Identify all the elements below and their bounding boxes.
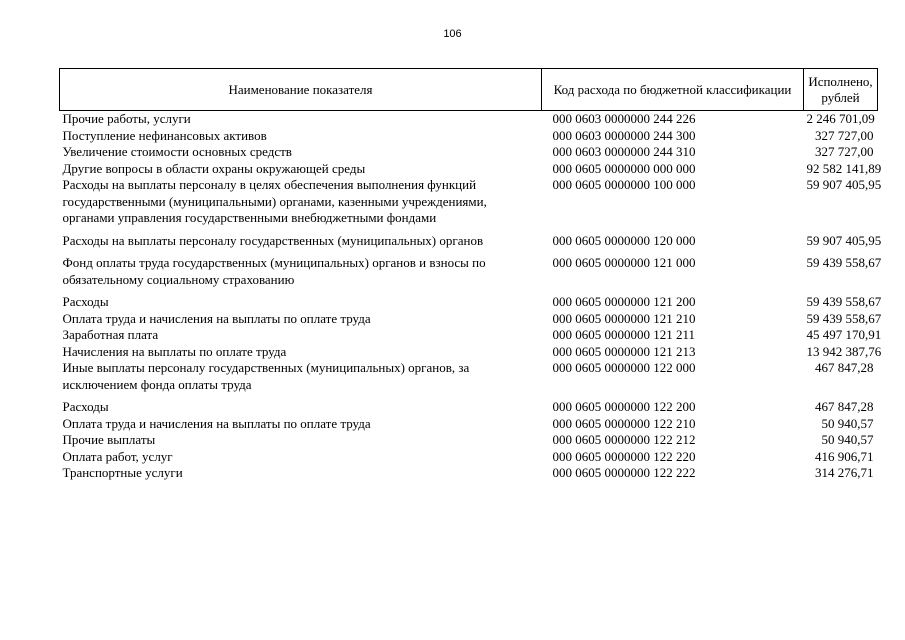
cell-code: 000 0605 0000000 122 200: [552, 399, 696, 414]
table-row: [60, 294, 878, 311]
cell-name: Оплата труда и начисления на выплаты по оплате труда: [62, 415, 371, 431]
table-row: [60, 233, 878, 256]
cell-code: 000 0605 0000000 121 200: [552, 294, 696, 309]
table-row: [60, 161, 878, 178]
cell-value: 327 727,00: [815, 127, 874, 143]
cell-code: 000 0605 0000000 000 000: [552, 160, 696, 176]
cell-value: 50 940,57: [821, 432, 874, 447]
header-indicator-name: Наименование показателя: [60, 69, 542, 111]
cell-name: Заработная плата: [62, 327, 159, 342]
table-row: [60, 465, 878, 482]
page-number: 106: [443, 28, 462, 40]
table-row: [60, 255, 878, 294]
table-row: [60, 360, 878, 399]
cell-name: Прочие выплаты: [62, 432, 156, 447]
cell-code: 000 0605 0000000 120 000: [552, 232, 696, 248]
cell-name: Прочие работы, услуги: [62, 111, 191, 126]
cell-value: 327 727,00: [815, 144, 874, 159]
cell-value: 59 439 558,67: [806, 310, 882, 326]
cell-value: 59 439 558,67: [806, 255, 882, 270]
cell-value: 45 497 170,91: [806, 327, 882, 342]
cell-value: 59 439 558,67: [806, 294, 882, 309]
cell-code: 000 0605 0000000 121 211: [552, 327, 696, 342]
table-row: [60, 416, 878, 433]
table-row: [60, 177, 878, 233]
table-body: [60, 111, 882, 482]
table-header-row: [60, 69, 878, 111]
cell-code: 000 0603 0000000 244 300: [552, 127, 696, 143]
cell-code: 000 0605 0000000 122 220: [552, 448, 696, 464]
cell-value: 2 246 701,09: [806, 111, 875, 126]
cell-name: Увеличение стоимости основных средств: [62, 144, 292, 159]
cell-code: 000 0605 0000000 121 000: [552, 255, 696, 270]
cell-value: 467 847,28: [815, 360, 874, 375]
table-row: [60, 144, 878, 161]
header-executed-amount: Исполнено, рублей: [804, 69, 878, 111]
cell-name: Расходы на выплаты персоналу в целях обеспечения выполнения функций государственными (муниципальными) органами, казенными учреждениями, органами управления государственными внебюджетными фондами: [62, 177, 487, 225]
table-row: [60, 128, 878, 145]
cell-code: 000 0605 0000000 100 000: [552, 177, 696, 192]
cell-value: 13 942 387,76: [806, 343, 882, 359]
cell-name: Расходы на выплаты персоналу государственных (муниципальных) органов: [62, 232, 484, 248]
cell-value: 59 907 405,95: [806, 232, 882, 248]
header-budget-code: Код расхода по бюджетной классификации: [542, 69, 804, 111]
cell-value: 467 847,28: [815, 399, 874, 414]
table-row: [60, 327, 878, 344]
cell-value: 314 276,71: [815, 465, 874, 480]
cell-name: Другие вопросы в области охраны окружающей среды: [62, 160, 366, 176]
cell-value: 59 907 405,95: [806, 177, 882, 192]
table-row: [60, 449, 878, 466]
cell-code: 000 0603 0000000 244 226: [552, 111, 696, 126]
cell-name: Оплата работ, услуг: [62, 448, 173, 464]
cell-code: 000 0605 0000000 121 210: [552, 310, 696, 326]
cell-name: Поступление нефинансовых активов: [62, 127, 267, 143]
table-row: [60, 344, 878, 361]
cell-name: Расходы: [62, 294, 109, 309]
cell-name: Расходы: [62, 399, 109, 414]
table-row: [60, 111, 878, 128]
table-row: [60, 432, 878, 449]
cell-code: 000 0605 0000000 121 213: [552, 343, 696, 359]
cell-code: 000 0605 0000000 122 222: [552, 465, 696, 480]
cell-name: Транспортные услуги: [62, 465, 183, 480]
cell-name: Фонд оплаты труда государственных (муниципальных) органов и взносы по обязательному социальному страхованию: [62, 255, 486, 287]
table-row: [60, 399, 878, 416]
cell-code: 000 0603 0000000 244 310: [552, 144, 696, 159]
cell-value: 50 940,57: [821, 415, 874, 431]
cell-name: Иные выплаты персоналу государственных (муниципальных) органов, за исключением фонда оплаты труда: [62, 360, 470, 392]
cell-code: 000 0605 0000000 122 000: [552, 360, 696, 375]
cell-code: 000 0605 0000000 122 212: [552, 432, 696, 447]
cell-value: 416 906,71: [815, 448, 874, 464]
cell-name: Начисления на выплаты по оплате труда: [62, 343, 287, 359]
budget-table: [59, 68, 882, 482]
cell-name: Оплата труда и начисления на выплаты по оплате труда: [62, 310, 371, 326]
table-row: [60, 311, 878, 328]
cell-code: 000 0605 0000000 122 210: [552, 415, 696, 431]
cell-value: 92 582 141,89: [806, 160, 882, 176]
